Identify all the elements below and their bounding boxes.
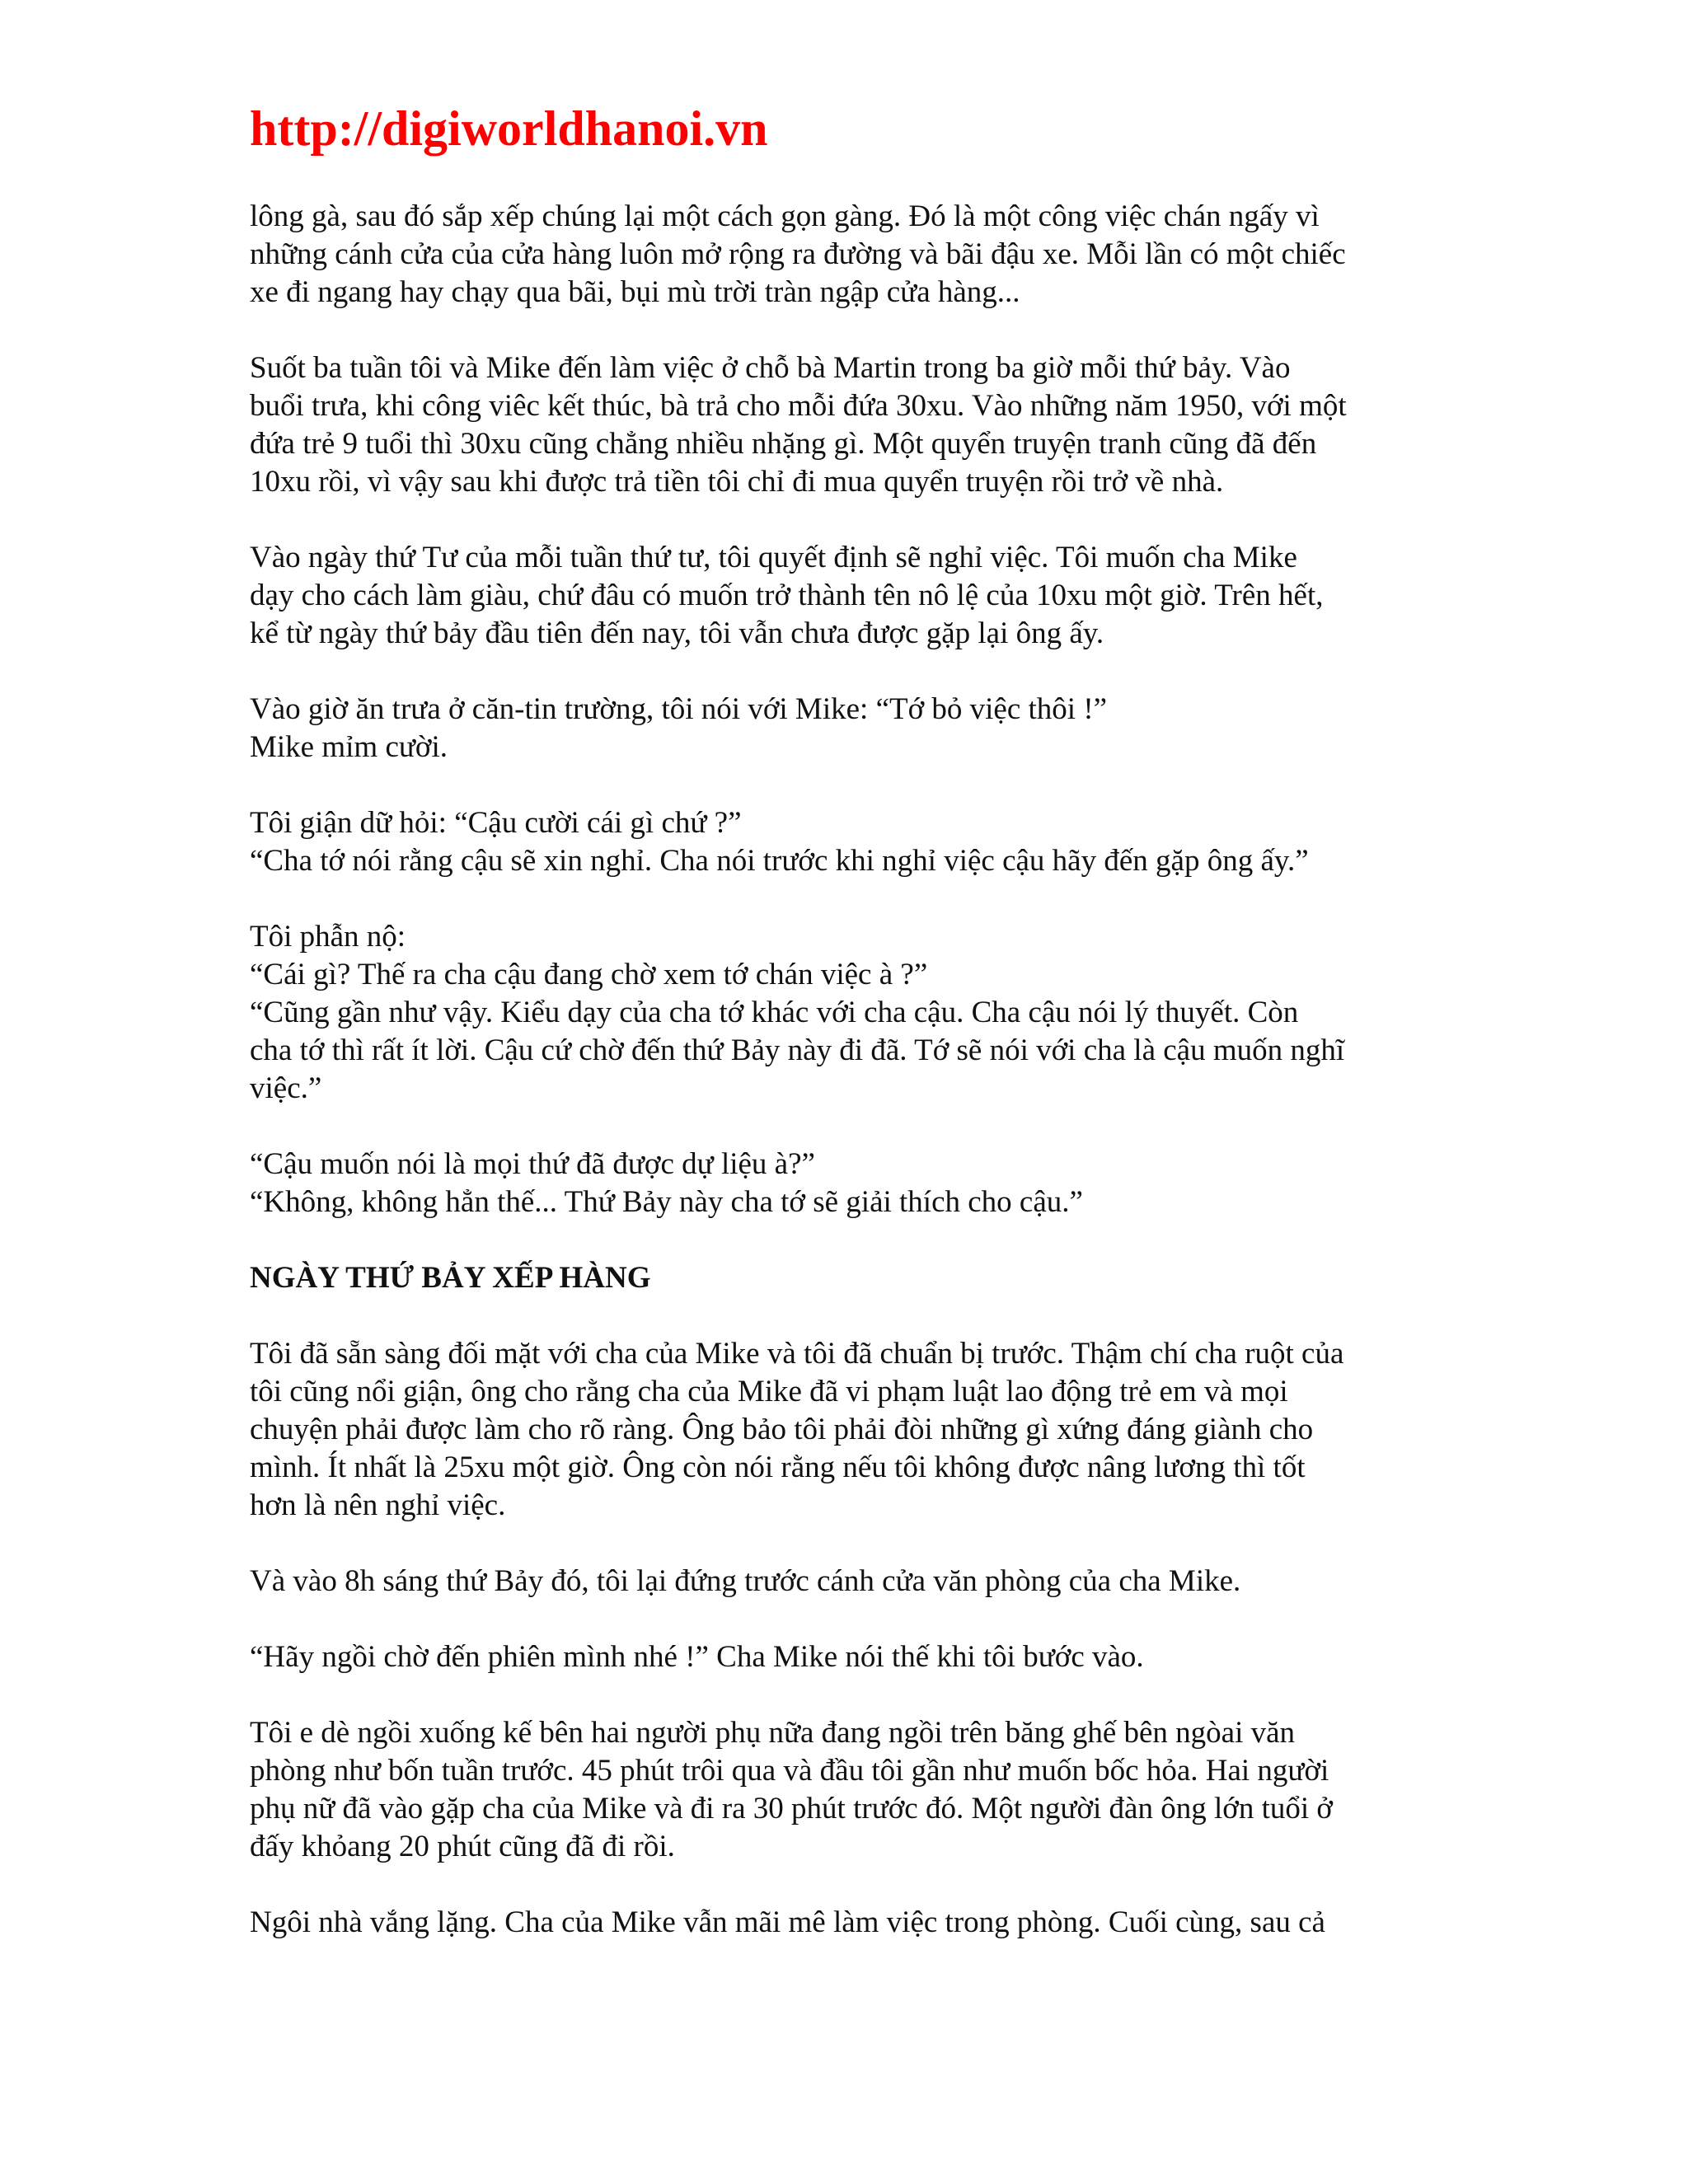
text-line: Tôi e dè ngồi xuống kế bên hai người phụ nữa đang ngồi trên băng ghế bên ngòai văn (250, 1716, 1296, 1750)
paragraph (250, 539, 1453, 653)
text-line: Vào giờ ăn trưa ở căn-tin trường, tôi nói với Mike: “Tớ bỏ việc thôi !” (250, 692, 1108, 726)
text-line: “Hãy ngồi chờ đến phiên mình nhé !” Cha Mike nói thế khi tôi bước vào. (250, 1640, 1144, 1674)
text-line: việc.” (250, 1071, 322, 1105)
paragraph (250, 1563, 1453, 1601)
text-line: “Cái gì? Thế ra cha cậu đang chờ xem tớ chán việc à ?” (250, 958, 928, 991)
text-line: hơn là nên nghỉ việc. (250, 1488, 506, 1522)
paragraph (250, 1714, 1453, 1866)
paragraph-gap (250, 1525, 1453, 1563)
paragraph (250, 1904, 1453, 1942)
paragraph-gap (250, 1297, 1453, 1335)
text-line: 10xu rồi, vì vậy sau khi được trả tiền tôi chỉ đi mua quyển truyện rồi trở về nhà. (250, 465, 1224, 499)
document-body (250, 198, 1453, 1942)
text-line: xe đi ngang hay chạy qua bãi, bụi mù trời tràn ngập cửa hàng... (250, 275, 1020, 309)
paragraph-gap (250, 1866, 1453, 1904)
paragraph (250, 1638, 1453, 1676)
text-line: Mike mỉm cười. (250, 730, 448, 764)
text-line: tôi cũng nổi giận, ông cho rằng cha của Mike đã vi phạm luật lao động trẻ em và mọi (250, 1375, 1288, 1408)
header-website-link[interactable]: http://digiworldhanoi.vn (250, 101, 768, 156)
text-line: Và vào 8h sáng thứ Bảy đó, tôi lại đứng trước cánh cửa văn phòng của cha Mike. (250, 1564, 1241, 1598)
text-line: “Cha tớ nói rằng cậu sẽ xin nghỉ. Cha nói trước khi nghỉ việc cậu hãy đến gặp ông ấy.” (250, 844, 1309, 878)
text-line: Tôi đã sẵn sàng đối mặt với cha của Mike và tôi đã chuẩn bị trước. Thậm chí cha ruột của (250, 1337, 1344, 1371)
text-line: phụ nữ đã vào gặp cha của Mike và đi ra 30 phút trước đó. Một người đàn ông lớn tuổi ở (250, 1792, 1333, 1825)
paragraph-gap (250, 1221, 1453, 1259)
text-line: chuyện phải được làm cho rõ ràng. Ông bảo tôi phải đòi những gì xứng đáng giành cho (250, 1413, 1314, 1446)
text-line: kể từ ngày thứ bảy đầu tiên đến nay, tôi vẫn chưa được gặp lại ông ấy. (250, 616, 1104, 650)
paragraph-gap (250, 501, 1453, 539)
text-line: buổi trưa, khi công viêc kết thúc, bà trả cho mỗi đứa 30xu. Vào những năm 1950, với một (250, 389, 1347, 423)
paragraph-gap (250, 1676, 1453, 1714)
text-line: Vào ngày thứ Tư của mỗi tuần thứ tư, tôi quyết định sẽ nghỉ việc. Tôi muốn cha Mike (250, 541, 1297, 574)
paragraph-gap (250, 1601, 1453, 1638)
section-heading: NGÀY THỨ BẢY XẾP HÀNG (250, 1261, 651, 1295)
text-line: Tôi phẫn nộ: (250, 920, 406, 954)
paragraph-gap (250, 312, 1453, 349)
paragraph-gap (250, 653, 1453, 691)
paragraph-gap (250, 880, 1453, 918)
text-line: Tôi giận dữ hỏi: “Cậu cười cái gì chứ ?” (250, 806, 742, 840)
text-line: đứa trẻ 9 tuổi thì 30xu cũng chẳng nhiều nhặng gì. Một quyển truyện tranh cũng đã đến (250, 427, 1317, 461)
paragraph-gap (250, 1108, 1453, 1146)
paragraph (250, 804, 1453, 880)
text-line: mình. Ít nhất là 25xu một giờ. Ông còn nói rằng nếu tôi không được nâng lương thì tốt (250, 1451, 1306, 1484)
paragraph-gap (250, 766, 1453, 804)
text-line: lông gà, sau đó sắp xếp chúng lại một cách gọn gàng. Đó là một công việc chán ngấy vì (250, 199, 1320, 233)
text-line: phòng như bốn tuần trước. 45 phút trôi qua và đầu tôi gần như muốn bốc hỏa. Hai người (250, 1754, 1329, 1788)
paragraph (250, 198, 1453, 312)
text-line: “Cũng gần như vậy. Kiểu dạy của cha tớ khác với cha cậu. Cha cậu nói lý thuyết. Còn (250, 996, 1299, 1029)
paragraph (250, 349, 1453, 501)
text-line: “Không, không hẳn thế... Thứ Bảy này cha tớ sẽ giải thích cho cậu.” (250, 1185, 1083, 1219)
text-line: Suốt ba tuần tôi và Mike đến làm việc ở chỗ bà Martin trong ba giờ mỗi thứ bảy. Vào (250, 351, 1291, 385)
paragraph (250, 1335, 1453, 1525)
paragraph (250, 918, 1453, 1108)
text-line: những cánh cửa của cửa hàng luôn mở rộng ra đường và bãi đậu xe. Mỗi lần có một chiếc (250, 237, 1346, 271)
text-line: cha tớ thì rất ít lời. Cậu cứ chờ đến thứ Bảy này đi đã. Tớ sẽ nói với cha là cậu muốn nghĩ (250, 1033, 1345, 1067)
text-line: “Cậu muốn nói là mọi thứ đã được dự liệu à?” (250, 1147, 815, 1181)
paragraph (250, 691, 1453, 766)
text-line: dạy cho cách làm giàu, chứ đâu có muốn trở thành tên nô lệ của 10xu một giờ. Trên hết, (250, 579, 1324, 612)
text-line: đấy khỏang 20 phút cũng đã đi rồi. (250, 1830, 675, 1863)
text-line: Ngôi nhà vắng lặng. Cha của Mike vẫn mãi mê làm việc trong phòng. Cuối cùng, sau cả (250, 1905, 1325, 1939)
paragraph (250, 1146, 1453, 1221)
